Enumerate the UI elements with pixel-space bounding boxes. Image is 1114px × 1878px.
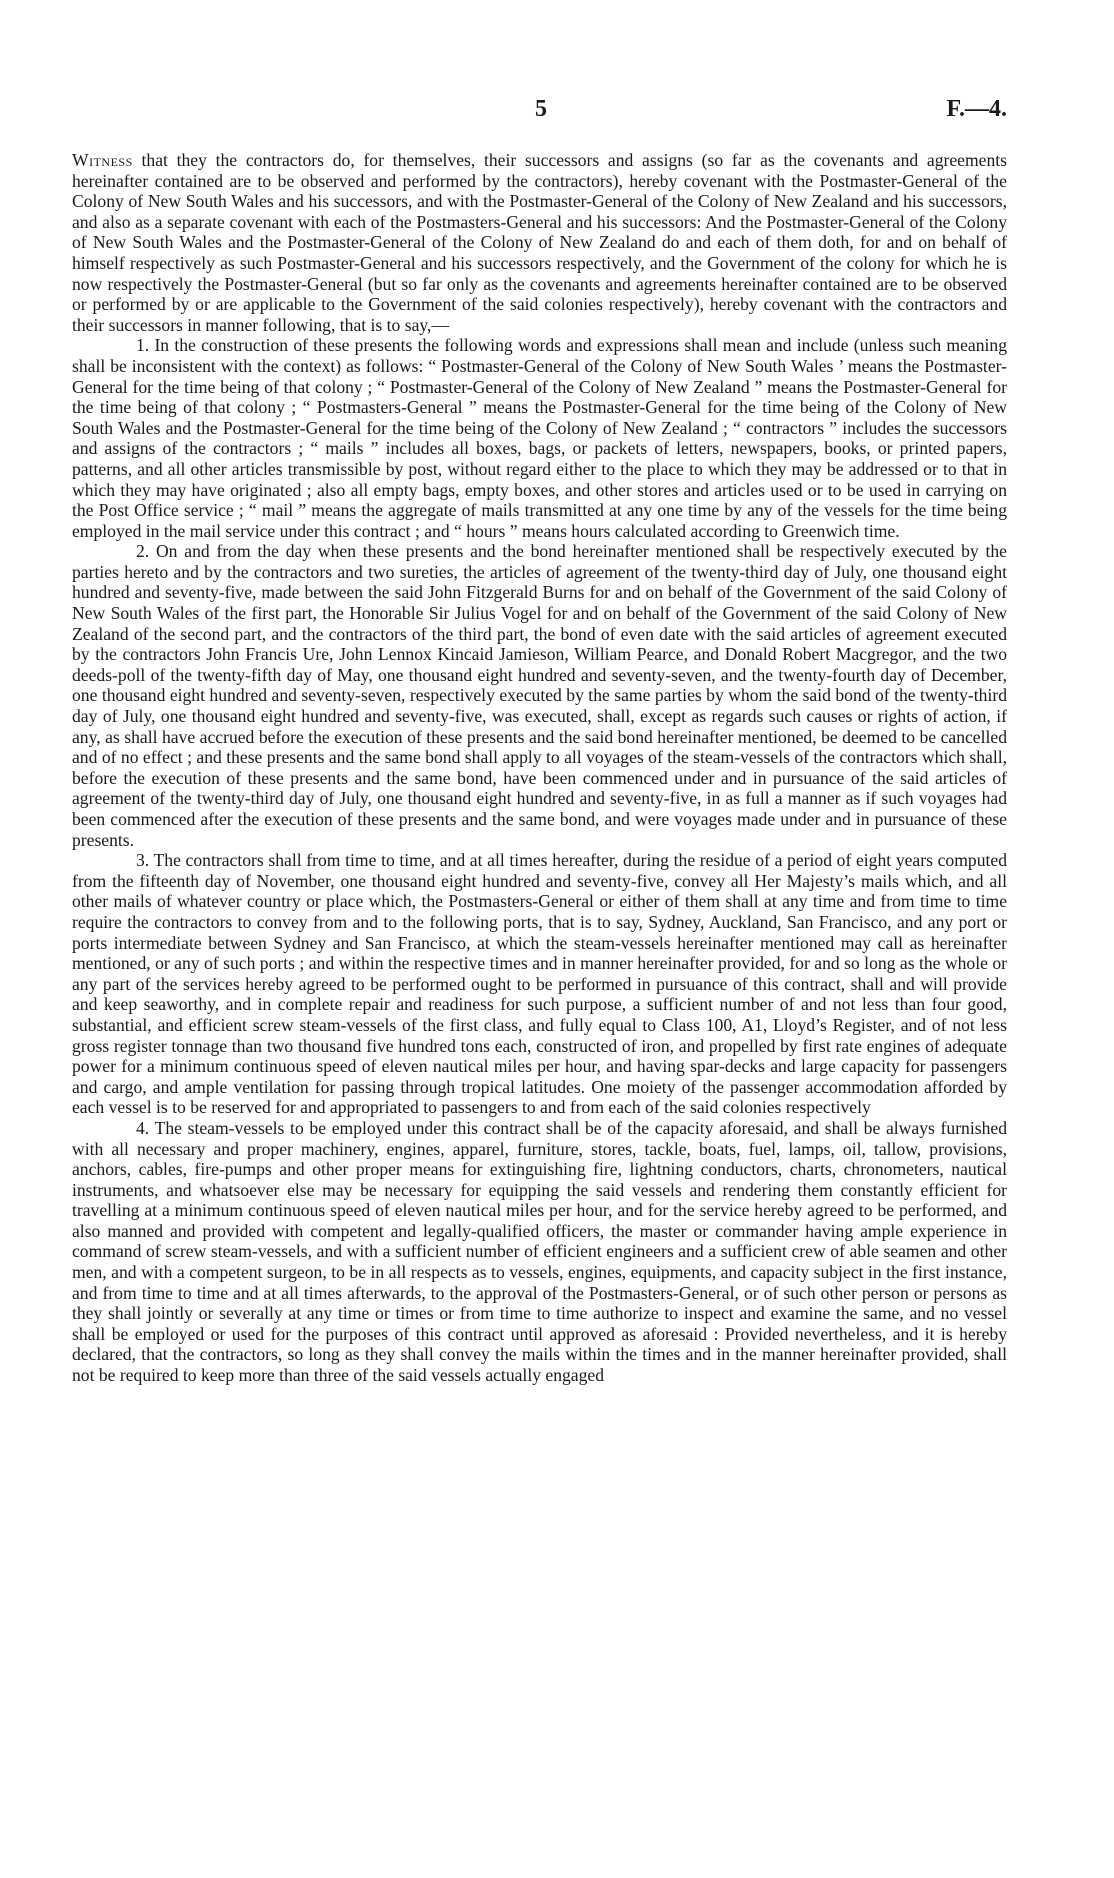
paragraph-1-definitions: 1. In the construction of these presents the following words and expressions shall mean and include (unless such meaning shall be inconsistent with the context) as follows: “ Postmaster-General of the Colony of New South Wales ’ means the Postmaster-General for the time being of that colony ; “ Postmaster-General of the Colony of New Zealand ” means the Postmaster-General for the time being of that colony ; “ Postmasters-General ” means the Postmaster-General for the time being of the Colony of New South Wales and the Postmaster-General for the time being of the Colony of New Zealand ; “ contractors ” includes the successors and assigns of the contractors ; “ mails ” includes all boxes, bags, or packets of letters, newspapers, books, or printed papers, patterns, and all other articles transmissible by post, without regard either to the place to which they may be addressed or to that in which they may have originated ; also all empty bags, empty boxes, and other stores and articles used or to be used in carrying on the Post Office service ; “ mail ” means the aggregate of mails transmitted at any one time by any of the vessels for the time being employed in the mail service under this contract ; and “ hours ” means hours calculated according to Greenwich time. (72, 335, 1007, 541)
witness-clause (72, 150, 1007, 335)
page-number: 5 (535, 96, 547, 122)
document-body (72, 150, 1007, 1386)
witness-lead-word: Witness (72, 150, 133, 170)
paragraph-3-mail-conveyance: 3. The contractors shall from time to time, and at all times hereafter, during the residue of a period of eight years computed from the fifteenth day of November, one thousand eight hundred and seventy-five, convey all Her Majesty’s mails which, and all other mails of whatever country or place which, the Postmasters-General or either of them shall at any time and from time to time require the contractors to convey from and to the following ports, that is to say, Sydney, Auckland, San Francisco, and any port or ports intermediate between Sydney and San Francisco, at which the steam-vessels hereinafter mentioned may call as hereinafter mentioned, or any of such ports ; and within the respective times and in manner hereinafter provided, for and so long as the whole or any part of the services hereby agreed to be performed ought to be performed in pursuance of this contract, shall and will provide and keep seaworthy, and in complete repair and readiness for such purpose, a sufficient number of and not less than four good, substantial, and efficient screw steam-vessels of the first class, and fully equal to Class 100, A1, Lloyd’s Register, and of not less gross register tonnage than two thousand five hundred tons each, constructed of iron, and propelled by first rate engines of adequate power for a minimum continuous speed of eleven nautical miles per hour, and having spar-decks and large capacity for passengers and cargo, and ample ventilation for passing through tropical latitudes. One moiety of the passenger accommodation afforded by each vessel is to be reserved for and appropriated to passengers to and from each of the said colonies respectively (72, 850, 1007, 1118)
witness-clause-text: that they the contractors do, for themselves, their successors and assigns (so far as the covenants and agreements hereinafter contained are to be observed and performed by the contractors), hereby covenant with the Postmaster-General of the Colony of New South Wales and his successors, and with the Postmaster-General of the Colony of New Zealand and his successors, and also as a separate covenant with each of the Postmasters-General and his successors: And the Postmaster-General of the Colony of New South Wales and the Postmaster-General of the Colony of New Zealand do and each of them doth, for and on behalf of himself respectively as such Postmaster-General and his successors respectively, and the Government of the colony for which he is now respectively the Postmaster-General (but so far only as the covenants and agreements hereinafter contained are to be observed or performed by or are applicable to the Government of the said colonies respectively), hereby covenant with the contractors and their successors in manner following, that is to say,— (72, 150, 1007, 335)
document-reference: F.—4. (946, 96, 1007, 122)
paragraph-2-cancellation: 2. On and from the day when these presents and the bond hereinafter mentioned shall be respectively executed by the parties hereto and by the contractors and two sureties, the articles of agreement of the twenty-third day of July, one thousand eight hundred and seventy-five, made between the said John Fitzgerald Burns for and on behalf of the Government of the said Colony of New South Wales of the first part, the Honorable Sir Julius Vogel for and on behalf of the Government of the said Colony of New Zealand of the second part, and the contractors of the third part, the bond of even date with the said articles of agreement executed by the contractors John Francis Ure, John Lennox Kincaid Jamieson, William Pearce, and Donald Robert Macgregor, and the two deeds-poll of the twenty-fifth day of May, one thousand eight hundred and seventy-seven, and the twenty-fourth day of December, one thousand eight hundred and seventy-seven, respectively executed by the same parties by whom the said bond of the twenty-third day of July, one thousand eight hundred and seventy-five, was executed, shall, except as regards such causes or rights of action, if any, as shall have accrued before the execution of these presents and the said bond hereinafter mentioned, be deemed to be cancelled and of no effect ; and these presents and the same bond shall apply to all voyages of the steam-vessels of the contractors which shall, before the execution of these presents and the same bond, have been commenced under and in pursuance of the said articles of agreement of the twenty-third day of July, one thousand eight hundred and seventy-five, in as full a manner as if such voyages had been commenced after the execution of these presents and the same bond, and were voyages made under and in pursuance of these presents. (72, 541, 1007, 850)
paragraph-4-steam-vessels: 4. The steam-vessels to be employed under this contract shall be of the capacity aforesaid, and shall be always furnished with all necessary and proper machinery, engines, apparel, furniture, stores, tackle, boats, fuel, lamps, oil, tallow, provisions, anchors, cables, fire-pumps and other proper means for extinguishing fire, lightning conductors, charts, chronometers, nautical instruments, and whatsoever else may be necessary for equipping the said vessels and rendering them constantly efficient for travelling at a minimum continuous speed of eleven nautical miles per hour, and for the service hereby agreed to be performed, and also manned and provided with competent and legally-qualified officers, the master or commander having ample experience in command of screw steam-vessels, and with a sufficient number of efficient engineers and a sufficient crew of able seamen and other men, and with a competent surgeon, to be in all respects as to vessels, engines, equipments, and capacity subject in the first instance, and from time to time and at all times afterwards, to the approval of the Postmasters-General, or of such other person or persons as they shall jointly or severally at any time or times or from time to time authorize to inspect and examine the same, and no vessel shall be employed or used for the purposes of this contract until approved as aforesaid : Provided nevertheless, and it is hereby declared, that the contractors, so long as they shall convey the mails within the times and in the manner hereinafter provided, shall not be required to keep more than three of the said vessels actually engaged (72, 1117, 1007, 1386)
page-header (72, 96, 1007, 128)
